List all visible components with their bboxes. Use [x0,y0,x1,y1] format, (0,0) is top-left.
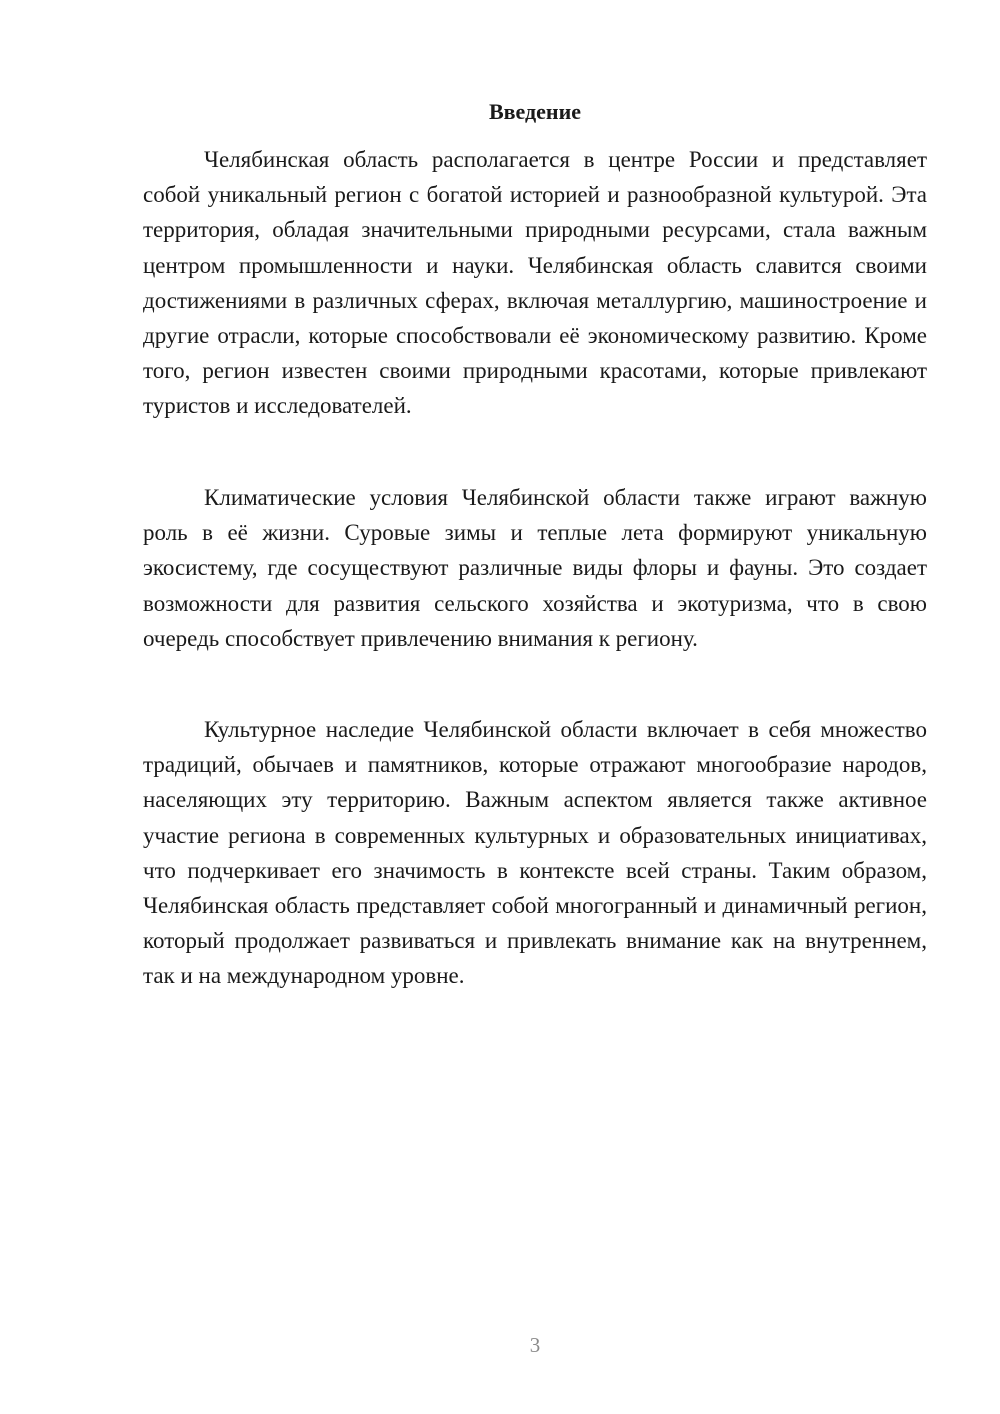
paragraph-climate: Климатические условия Челябинской области также играют важную роль в её жизни. Суровые зимы и теплые лета формируют уникальную экосистему, где сосуществуют различные виды флоры и фауны. Это создает возможности для развития сельского хозяйства и экотуризма, что в свою очередь способствует привлечению внимания к региону. [143,485,927,651]
paragraph-culture: Культурное наследие Челябинской области включает в себя множество традиций, обычаев и памятников, которые отражают многообразие народов, населяющих эту территорию. Важным аспектом является также активное участие региона в современных культурных и образовательных инициативах, что подчеркивает его значимость в контексте всей страны. Таким образом, Челябинская область представляет собой многогранный и динамичный регион, который продолжает развиваться и привлекать внимание как на внутреннем, так и на международном уровне. [143,717,927,989]
page-number: 3 [529,1333,541,1357]
paragraph-intro: Челябинская область располагается в центре России и представляет собой уникальный регион с богатой историей и разнообразной культурой. Эта территория, обладая значительными природными ресурсами, стала важным центром промышленности и науки. Челябинская область славится своими достижениями в различных сферах, включая металлургию, машиностроение и другие отрасли, которые способствовали её экономическому развитию. Кроме того, регион известен своими природными красотами, которые привлекают туристов и исследователей. [143,147,927,419]
section-heading: Введение [488,99,582,124]
